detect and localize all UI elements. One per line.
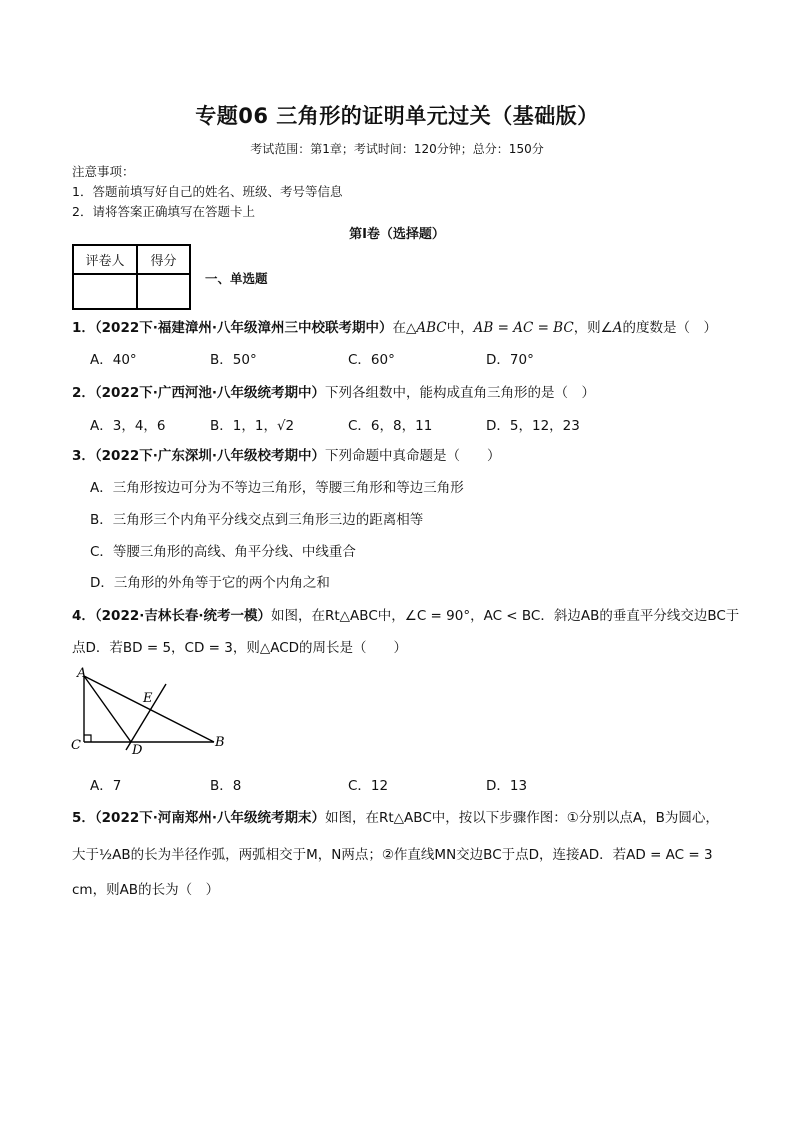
label-b: B [215, 735, 225, 750]
question-number: 1． [72, 320, 95, 336]
grader-cell [73, 274, 137, 309]
question-5-stem-line1: 如图，在Rt△ABC中，按以下步骤作图：①分别以点A，B为圆心， [325, 810, 719, 826]
q3-option-b[interactable]: B．三角形三个内角平分线交点到三角形三边的距离相等 [90, 512, 424, 528]
q1-option-b[interactable]: B．50° [210, 352, 257, 368]
note-item-2: 2．请将答案正确填写在答题卡上 [72, 204, 255, 219]
question-number: 5． [72, 810, 95, 826]
question-5-stem-line3: cm，则AB的长为（ ） [72, 882, 220, 898]
q1-option-d[interactable]: D．70° [486, 352, 534, 368]
q2-option-b[interactable]: B．1，1，√2 [210, 418, 295, 434]
score-cell [137, 274, 190, 309]
question-source: （2022下·福建漳州·八年级漳州三中校联考期中） [94, 320, 393, 336]
exam-info: 考试范围：第1章；考试时间：120分钟；总分：150分 [250, 142, 544, 156]
question-1: 1．（2022下·福建漳州·八年级漳州三中校联考期中）在△ABC中，AB = AC = BC，则∠A的度数是（ ） [72, 320, 718, 336]
question-4 [72, 604, 739, 624]
question-source: （2022下·广西河池·八年级统考期中） [94, 385, 325, 401]
question-4-stem-line2: 点D．若BD = 5，CD = 3，则△ACD的周长是（ ） [72, 640, 408, 656]
q4-option-d[interactable]: D．13 [486, 778, 528, 794]
question-number: 2． [72, 385, 95, 401]
q3-option-c[interactable]: C．等腰三角形的高线、角平分线、中线重合 [90, 544, 356, 560]
q2-option-d[interactable]: D．5，12，23 [486, 418, 580, 434]
grade-table [72, 244, 191, 310]
q2-option-a[interactable]: A．3，4，6 [90, 418, 166, 434]
q1-option-c[interactable]: C．60° [348, 352, 395, 368]
label-d: D [132, 743, 143, 754]
question-source: （2022下·广东深圳·八年级校考期中） [94, 448, 325, 464]
question-5 [72, 806, 719, 826]
question-2: 2．（2022下·广西河池·八年级统考期中）下列各组数中，能构成直角三角形的是（ ） [72, 385, 595, 401]
right-angle-mark [84, 735, 91, 742]
q4-option-b[interactable]: B．8 [210, 778, 242, 794]
segment-ad [84, 676, 131, 742]
question-number: 3． [72, 448, 95, 464]
question-5-stem-line2: 大于½AB的长为半径作弧，两弧相交于M，N两点；②作直线MN交边BC于点D，连接AD．若AD = AC = 3 [72, 847, 713, 863]
segment-ab [84, 676, 214, 742]
part-title: 一、单选题 [205, 271, 268, 286]
q1-option-a[interactable]: A．40° [90, 352, 137, 368]
note-item-1: 1．答题前填写好自己的姓名、班级、考号等信息 [72, 184, 343, 199]
grader-header: 评卷人 [73, 245, 137, 274]
q2-option-c[interactable]: C．6，8，11 [348, 418, 433, 434]
question-3: 3．（2022下·广东深圳·八年级校考期中）下列命题中真命题是（ ） [72, 448, 501, 464]
question-source: （2022下·河南郑州·八年级统考期末） [94, 810, 325, 826]
q3-option-a[interactable]: A．三角形按边可分为不等边三角形，等腰三角形和等边三角形 [90, 480, 464, 496]
q4-option-c[interactable]: C．12 [348, 778, 389, 794]
q3-option-d[interactable]: D．三角形的外角等于它的两个内角之和 [90, 575, 330, 591]
label-a: A [77, 666, 87, 681]
question-source: （2022·吉林长春·统考一模） [94, 608, 271, 624]
question-number: 4． [72, 608, 95, 624]
section-title: 第I卷（选择题） [349, 227, 445, 242]
label-c: C [71, 738, 81, 753]
triangle-figure [68, 662, 228, 754]
page-title: 专题06 三角形的证明单元过关（基础版） [195, 104, 599, 128]
q4-option-a[interactable]: A．7 [90, 778, 122, 794]
label-e: E [143, 691, 153, 706]
notes-heading: 注意事项： [72, 164, 135, 179]
score-header: 得分 [137, 245, 190, 274]
question-4-stem-line1: 如图，在Rt△ABC中，∠C = 90°，AC < BC．斜边AB的垂直平分线交边BC于 [271, 608, 740, 624]
